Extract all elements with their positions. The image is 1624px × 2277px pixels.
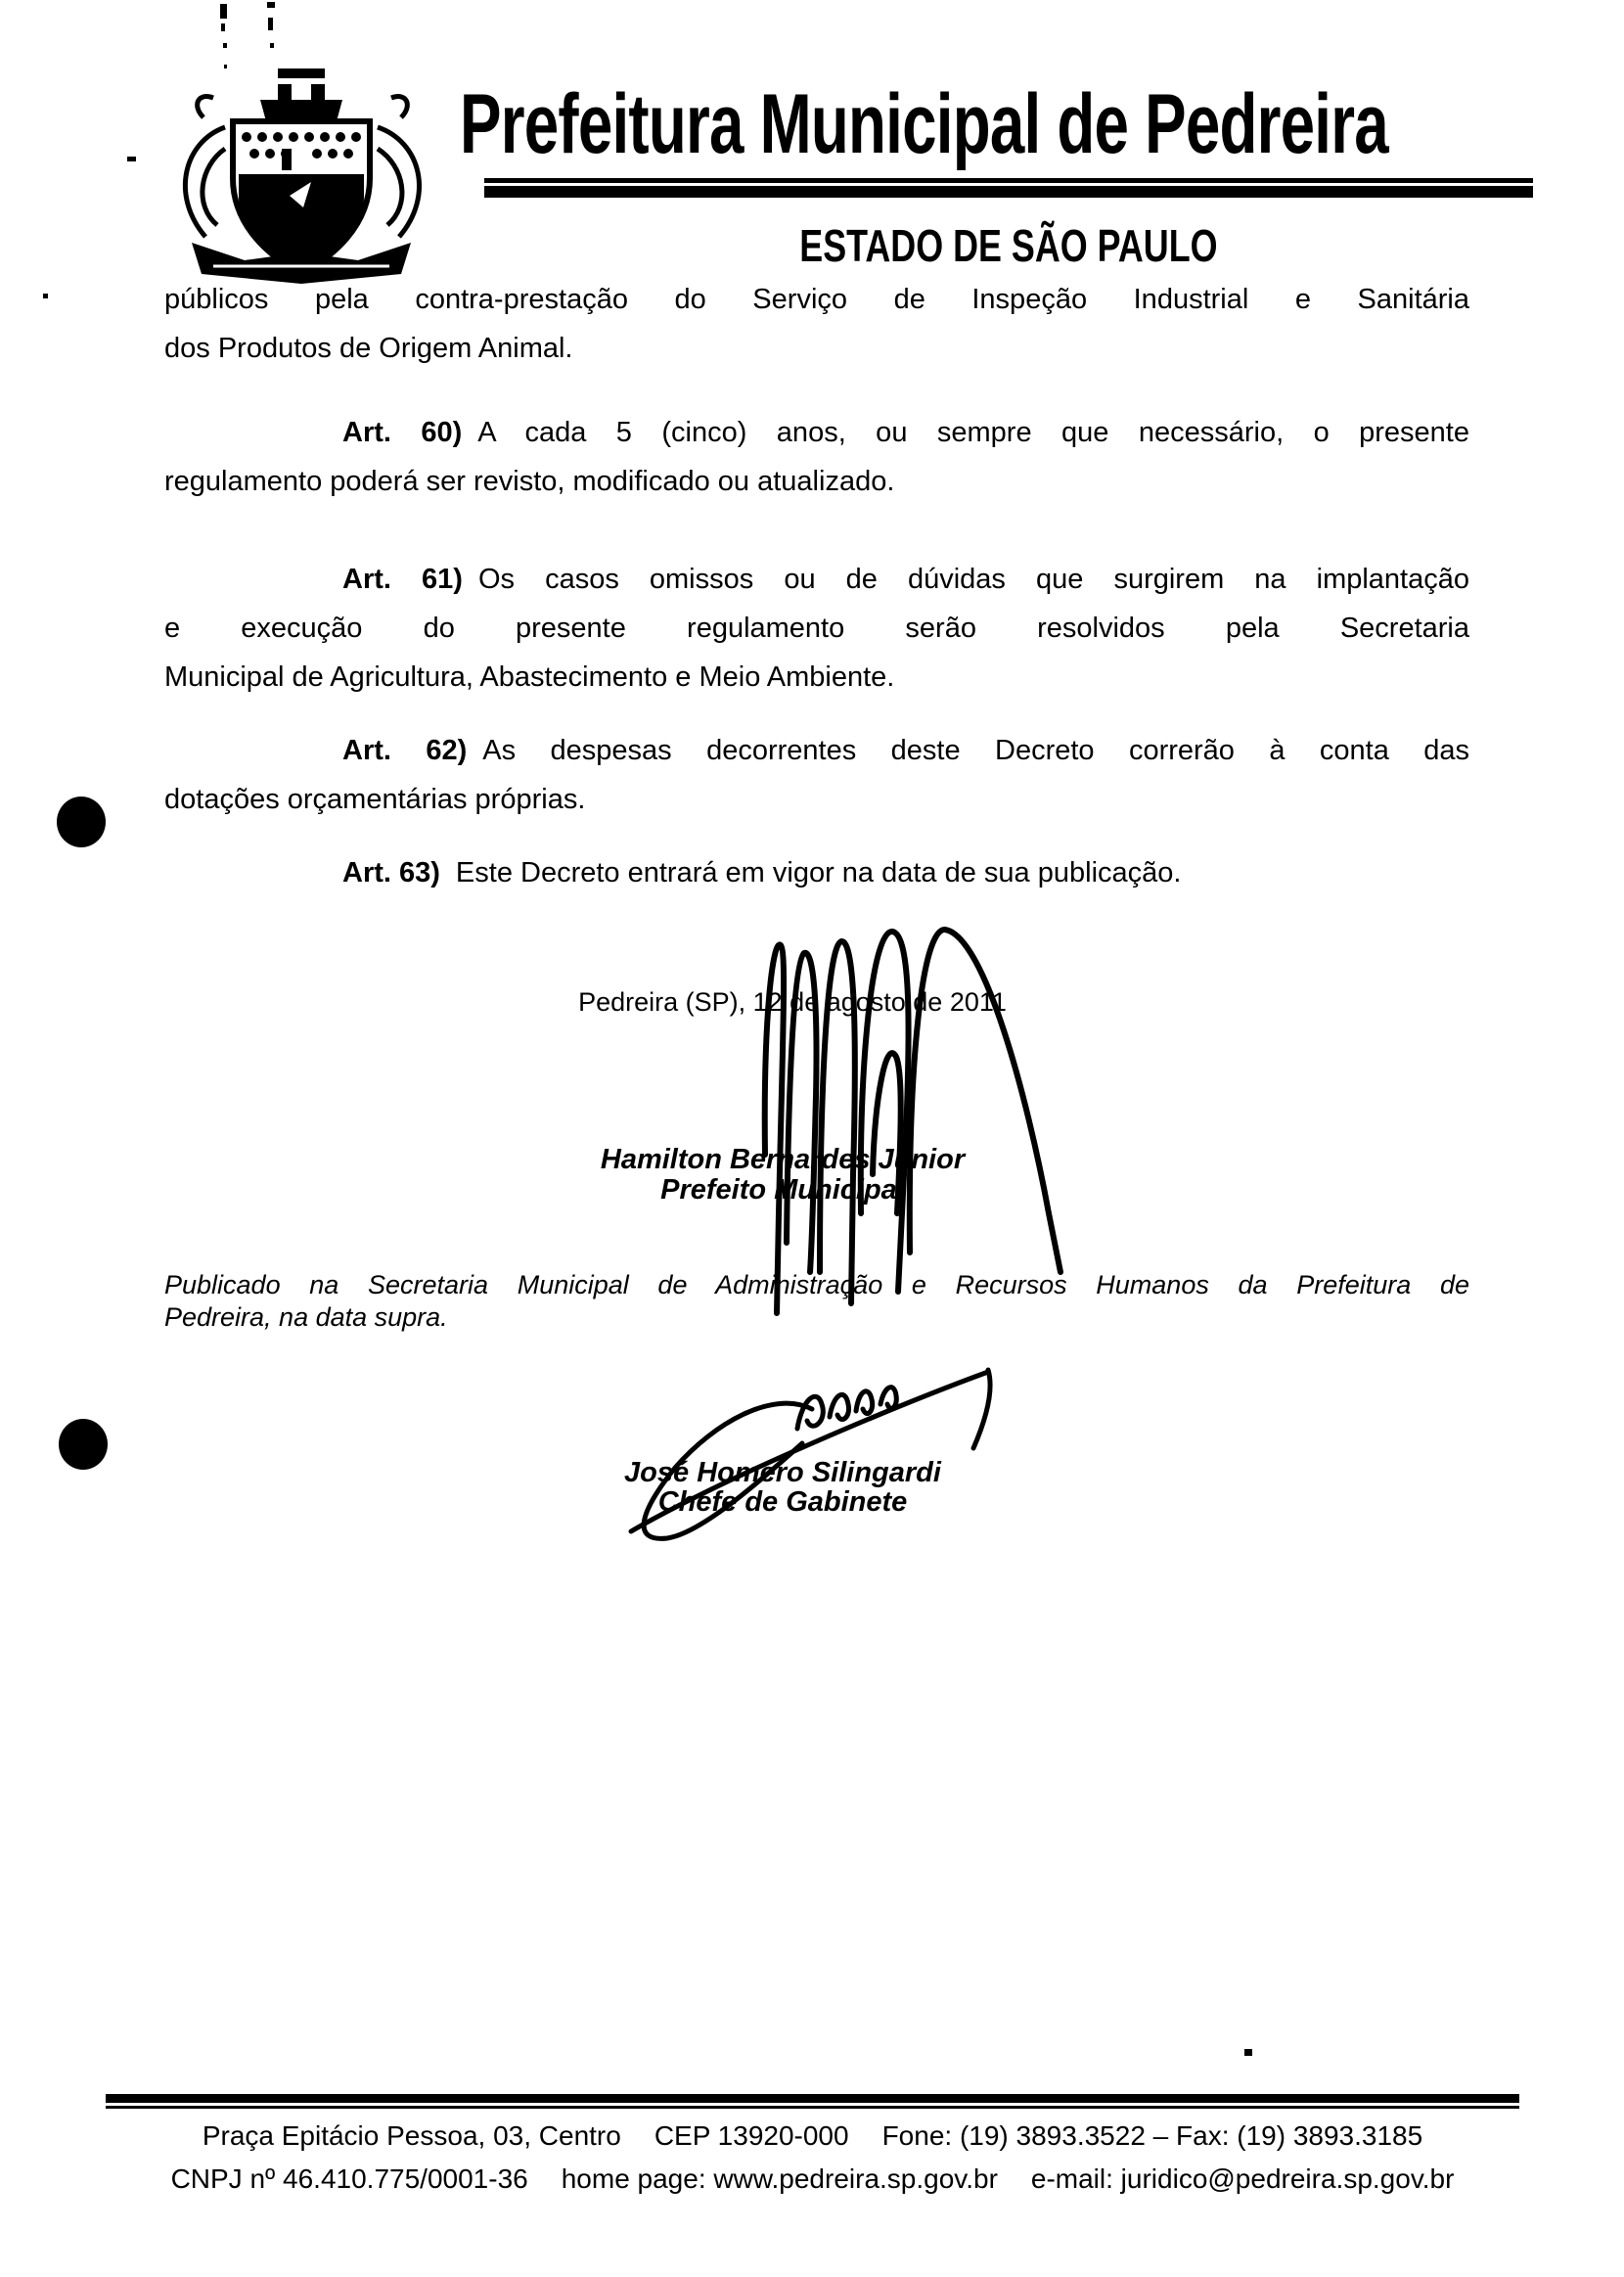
footer-address: Praça Epitácio Pessoa, 03, Centro — [202, 2120, 621, 2151]
footer-homepage: home page: www.pedreira.sp.gov.br — [561, 2163, 998, 2194]
header-subtitle: ESTADO DE SÃO PAULO — [799, 220, 1218, 271]
header-rule — [484, 178, 1533, 198]
article-62 — [164, 726, 1469, 824]
note-line: Publicado na Secretaria Municipal de Administração e Recursos Humanos da Prefeitura de — [164, 1270, 1469, 1299]
header-rule-thin — [484, 178, 1533, 183]
article-label: Art. 63) — [342, 857, 440, 888]
hole-punch-mark — [57, 797, 106, 847]
dateline: Pedreira (SP), 12 de agosto de 2011 — [578, 987, 1007, 1017]
note-line: Pedreira, na data supra. — [164, 1302, 448, 1332]
article-61 — [164, 555, 1469, 702]
scan-speck — [220, 4, 227, 19]
mayor-signature-block — [479, 1145, 1086, 1206]
page-header — [460, 77, 1624, 171]
scan-speck — [221, 23, 225, 31]
body-line: regulamento poderá ser revisto, modificado ou atualizado. — [164, 466, 895, 497]
scan-speck — [270, 43, 274, 48]
footer-address-line — [106, 2118, 1519, 2154]
header-title: Prefeitura Municipal de Pedreira — [460, 77, 1388, 171]
signer-role: Chefe de Gabinete — [657, 1486, 908, 1518]
scan-speck — [268, 18, 273, 30]
article-label: Art. 61) — [342, 564, 463, 595]
article-60 — [164, 408, 1469, 506]
footer-rule-thin — [106, 2106, 1519, 2109]
body-line — [164, 848, 1469, 897]
footer-cep: CEP 13920-000 — [654, 2120, 849, 2151]
hole-punch-mark — [59, 1419, 108, 1470]
scan-speck — [267, 2, 275, 8]
signer-role: Prefeito Municipal — [660, 1174, 905, 1206]
footer-rule — [106, 2094, 1519, 2109]
body-line — [164, 408, 1469, 457]
article-label: Art. 60) — [342, 417, 463, 448]
scan-speck — [1244, 2049, 1252, 2056]
signer-name: José Homero Silingardi — [624, 1457, 941, 1488]
continuation-paragraph — [164, 275, 1469, 373]
body-line — [164, 555, 1469, 604]
article-text: As despesas decorrentes deste Decreto correrão à conta das — [482, 735, 1469, 766]
article-text: Este Decreto entrará em vigor na data de sua publicação. — [455, 857, 1182, 888]
header-rule-thick — [484, 186, 1533, 198]
body-line: e execução do presente regulamento serão resolvidos pela Secretaria — [164, 613, 1469, 644]
footer-email: e-mail: juridico@pedreira.sp.gov.br — [1030, 2163, 1455, 2194]
scan-speck — [43, 294, 48, 298]
header-subtitle-wrap — [484, 220, 1533, 271]
body-line: dotações orçamentárias próprias. — [164, 784, 586, 815]
scan-speck — [223, 43, 227, 48]
footer-phone-fax: Fone: (19) 3893.3522 – Fax: (19) 3893.3185 — [881, 2120, 1423, 2151]
publication-note — [164, 1269, 1469, 1334]
article-text: A cada 5 (cinco) anos, ou sempre que necessário, o presente — [477, 417, 1469, 448]
municipal-coat-of-arms-icon — [135, 59, 473, 294]
body-line: públicos pela contra-prestação do Serviço de Inspeção Industrial e Sanitária — [164, 284, 1469, 315]
footer-contact-line — [106, 2162, 1519, 2197]
footer-cnpj: CNPJ nº 46.410.775/0001-36 — [170, 2163, 528, 2194]
article-label: Art. 62) — [342, 735, 468, 766]
signer-name: Hamilton Bernardes Junior — [600, 1144, 966, 1175]
body-line: dos Produtos de Origem Animal. — [164, 333, 573, 364]
body-line — [164, 726, 1469, 775]
chief-of-staff-signature-block — [479, 1458, 1086, 1517]
footer-rule-thick — [106, 2094, 1519, 2103]
article-text: Os casos omissos ou de dúvidas que surgirem na implantação — [477, 564, 1469, 595]
article-63 — [164, 848, 1469, 897]
body-line: Municipal de Agricultura, Abastecimento e Meio Ambiente. — [164, 661, 895, 693]
